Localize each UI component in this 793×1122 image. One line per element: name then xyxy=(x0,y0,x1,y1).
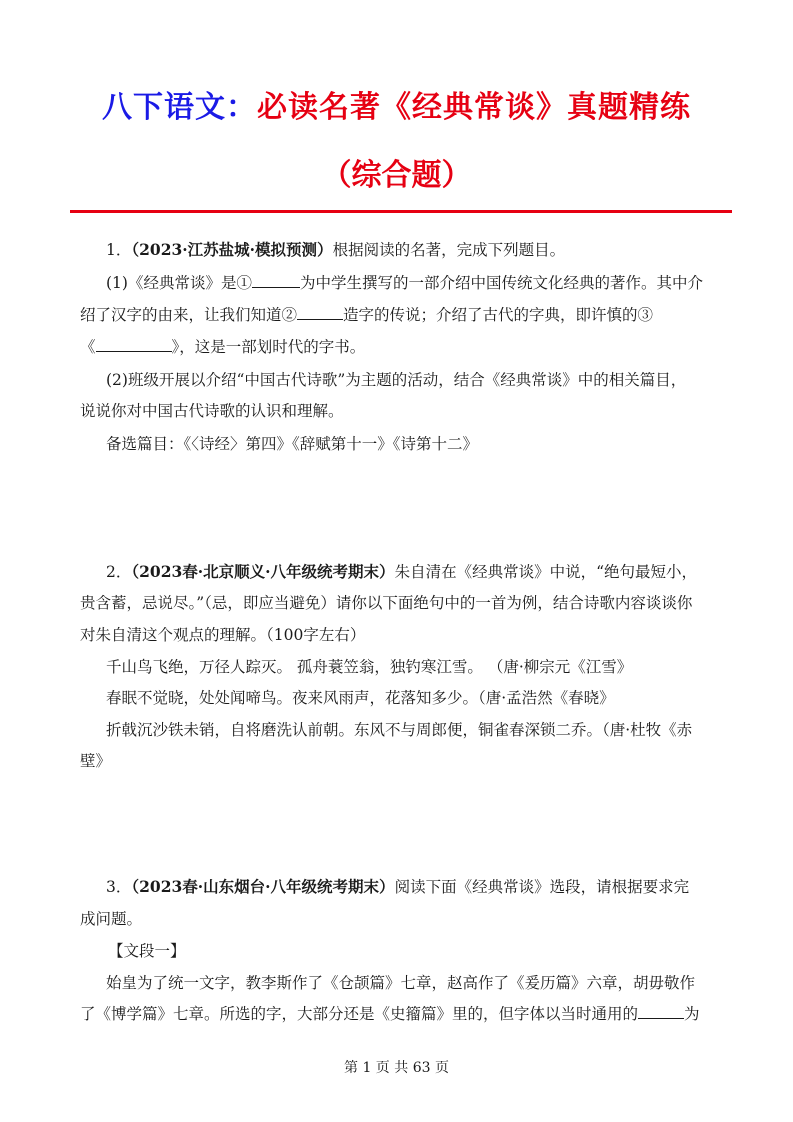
q1-part1-text-a: (1)《经典常谈》是① xyxy=(106,274,252,292)
q1-stem: 根据阅读的名著，完成下列题目。 xyxy=(332,241,566,259)
q2-number: 2． xyxy=(106,563,132,581)
title-main: 必读名著《经典常谈》真题精练 xyxy=(257,90,691,125)
q2-poem-1: 千山鸟飞绝，万径人踪灭。 孤舟蓑笠翁，独钓寒江雪。 （唐·柳宗元《江雪》 xyxy=(106,658,633,676)
answer-blank-3 xyxy=(96,337,172,352)
answer-blank-2 xyxy=(297,305,343,320)
q3-source: （2023春·山东烟台·八年级统考期末） xyxy=(131,877,395,896)
q3-stem-line2: 成问题。 xyxy=(80,910,143,928)
q1-part1-line2 xyxy=(80,305,730,325)
q3-text-line2 xyxy=(80,1004,730,1024)
q2-poem-3-cont: 壁》 xyxy=(80,752,112,770)
q2-stem-line2: 贵含蓄，忌说尽。”（忌，即应当避免）请你以下面绝句中的一首为例，结合诗歌内容谈谈你 xyxy=(80,594,693,612)
q1-part1-text-f: 》，这是一部划时代的字书。 xyxy=(171,338,366,356)
page-footer: 第 1 页 共 63 页 xyxy=(344,1060,449,1076)
title-prefix: 八下语文： xyxy=(102,90,257,125)
q1-options: 备选篇目：《〈诗经〉第四》《辞赋第十一》《诗第十二》 xyxy=(106,435,479,453)
q3-text-c: 为 xyxy=(684,1005,700,1023)
answer-blank-1 xyxy=(252,273,300,288)
q1-part1-line1 xyxy=(106,273,730,293)
answer-blank-4 xyxy=(638,1004,684,1019)
q1-part1-text-d: 造字的传说；介绍了古代的字典，即许慎的③ xyxy=(343,306,654,324)
q2-poem-3: 折戟沉沙铁未销，自将磨洗认前朝。东风不与周郎便，铜雀春深锁二乔。（唐·杜牧《赤 xyxy=(106,721,693,739)
q3-stem-a: 阅读下面《经典常谈》选段，请根据要求完 xyxy=(394,878,690,896)
q2-stem-a: 朱自清在《经典常谈》中说，“绝句最短小， xyxy=(394,563,697,581)
q1-part1-line3 xyxy=(80,337,730,357)
page-title xyxy=(0,82,793,126)
q2-heading xyxy=(106,562,730,582)
q2-poem-2: 春眠不觉晓，处处闻啼鸟。夜来风雨声，花落知多少。（唐·孟浩然《春晓》 xyxy=(106,689,615,707)
q1-source: （2023·江苏盐城·模拟预测） xyxy=(131,240,333,259)
q1-part1-text-b: 为中学生撰写的一部介绍中国传统文化经典的著作。其中介 xyxy=(299,274,703,292)
q2-source: （2023春·北京顺义·八年级统考期末） xyxy=(131,562,395,581)
q1-number: 1． xyxy=(106,241,132,259)
q3-text-line1: 始皇为了统一文字，教李斯作了《仓颉篇》七章，赵高作了《爰历篇》六章，胡毋敬作 xyxy=(106,974,696,992)
q1-heading xyxy=(106,240,730,260)
q3-heading xyxy=(106,877,730,897)
q1-part2-line1: (2)班级开展以介绍“中国古代诗歌”为主题的活动，结合《经典常谈》中的相关篇目， xyxy=(106,371,687,389)
q2-stem-line3: 对朱自清这个观点的理解。（100字左右） xyxy=(80,626,366,644)
title-divider xyxy=(70,210,732,213)
q3-section-label: 【文段一】 xyxy=(108,942,186,960)
q3-number: 3． xyxy=(106,878,132,896)
q1-part2-line2: 说说你对中国古代诗歌的认识和理解。 xyxy=(80,402,344,420)
page-subtitle: （综合题） xyxy=(321,158,472,193)
q1-part1-text-e: 《 xyxy=(80,338,96,356)
q3-text-b: 了《博学篇》七章。所选的字，大部分还是《史籀篇》里的，但字体以当时通用的 xyxy=(80,1005,639,1023)
q1-part1-text-c: 绍了汉字的由来，让我们知道② xyxy=(80,306,298,324)
